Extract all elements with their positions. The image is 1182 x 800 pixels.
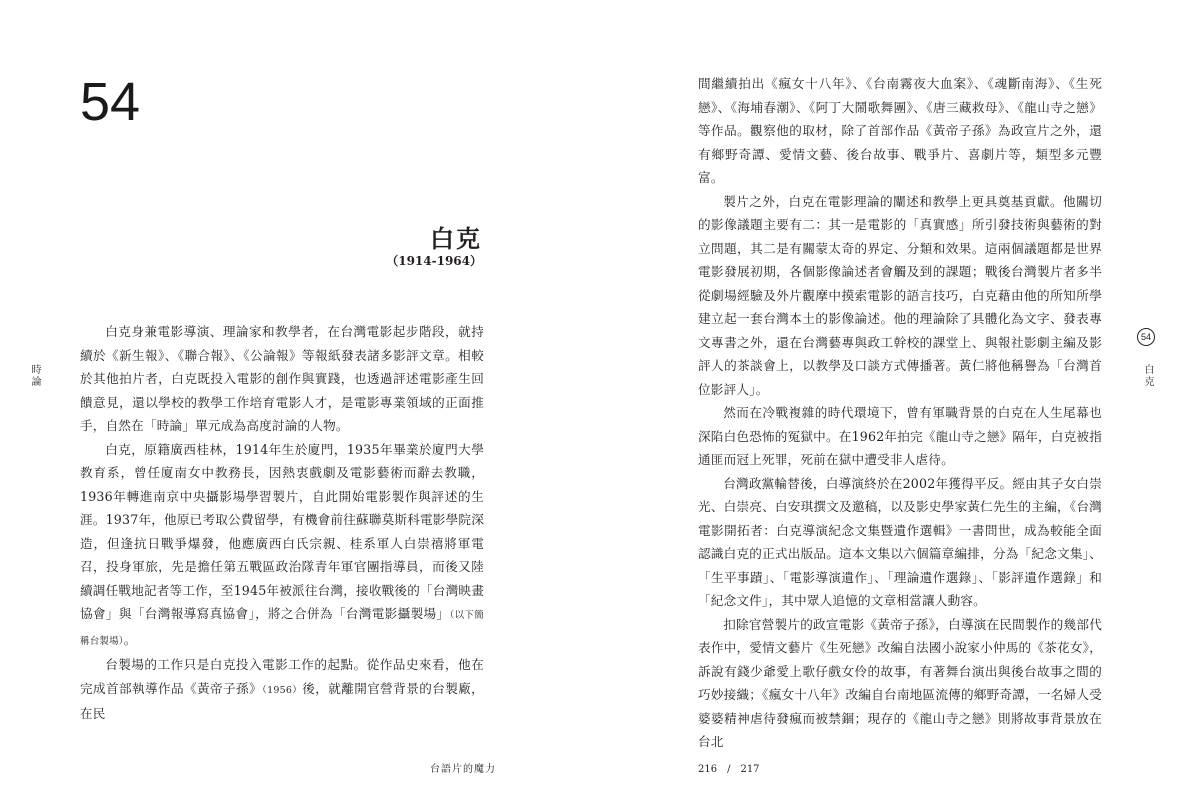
paragraph: 然而在冷戰複雜的時代環境下，曾有軍職背景的白克在人生尾幕也深陷白色恐怖的冤獄中。在1962年拍完《龍山寺之戀》隔年，白克被指通匪而冠上死罪，死前在獄中遭受非人虐待。 [698,405,1102,467]
inline-note: （以下簡稱台製場） [80,610,484,647]
side-label-left: 時論 [29,364,40,388]
paragraph: 台製場的工作只是白克投入電影工作的起點。從作品史來看，他在完成首部執導作品《黃帝子孫》（1956）後，就離開官營背景的台製廠，在民 [80,657,484,721]
paragraph: 扣除官營製片的政宣電影《黃帝子孫》，白導演在民間製作的幾部代表作中，愛情文藝片《生死戀》改編自法國小說家小仲馬的《茶花女》，訴說有錢少爺愛上歌仔戲女伶的故事，有著舞台演出與後台故事之間的巧妙接織；《瘋女十八年》改編自台南地區流傳的鄉野奇譚，一名婦人受婆婆精神虐待發瘋而被禁錮；現存的《龍山寺之戀》則將故事背景放在台北 [698,616,1102,749]
right-column [698,72,1102,754]
paragraph: 白克，原籍廣西桂林，1914年生於廈門，1935年畢業於廈門大學教育系，曾任廈南女中教務長，因熱衷戲劇及電影藝術而辭去教職，1936年轉進南京中央攝影場學習製片，自此開始電影製作與評述的生涯。1937年，他原已考取公費留學，有機會前往蘇聯莫斯科電影學院深造，但逢抗日戰爭爆發，他應廣西白氏宗親、桂系軍人白崇禧將軍電召，投身軍旅，先是擔任第五戰區政治隊青年軍官團指導員，而後又陸續調任戰地記者等工作，至1945年被派往台灣，接收戰後的「台灣映畫協會」與「台灣報導寫真協會」，將之合併為「台灣電影攝製場」（以下簡稱台製場）。 [80,441,484,647]
paragraph: 台灣政黨輪替後，白導演終於在2002年獲得平反。經由其子女白崇光、白崇亮、白安琪撰文及邀稿，以及影史學家黃仁先生的主編，《台灣電影開拓者：白克導演紀念文集暨遺作選輯》一書問世，成為較能全面認識白克的正式出版品。這本文集以六個篇章編排，分為「紀念文集」、「生平事蹟」、「電影導演遺作」、「理論遺作選錄」、「影評遺作選錄」和「紀念文件」，其中眾人追憶的文章相當讓人動容。 [698,475,1102,608]
chapter-number: 54 [80,72,141,132]
entry-years: （1914-1964） [386,254,482,268]
side-label-right: 白克 [1142,364,1153,388]
footer-book-title: 台語片的魔力 [430,764,496,775]
entry-title: 白克 [430,224,482,253]
footer-page-numbers: 216 / 217 [698,764,760,775]
chapter-badge: 54 [1137,328,1155,346]
left-column [80,320,484,726]
paragraph: 製片之外，白克在電影理論的闡述和教學上更具奠基貢獻。他關切的影像議題主要有二：其一是電影的「真實感」所引發技術與藝術的對立問題，其二是有關蒙太奇的界定、分類和效果。這兩個議題都是世界電影發展初期，各個影像論述者會觸及到的課題；戰後台灣製片者多半從劇場經驗及外片觀摩中摸索電影的語言技巧，白克藉由他的所知所學建立起一套台灣本土的影像論述。他的理論除了具體化為文字、發表專文專書之外，還在台灣藝專與政工幹校的課堂上、與報社影劇主編及影評人的茶談會上，以教學及口談方式傳播著。黃仁將他稱譽為「台灣首位影評人」。 [698,193,1102,397]
inline-note: （1956） [261,684,303,696]
paragraph: 間繼續拍出《瘋女十八年》、《台南霧夜大血案》、《魂斷南海》、《生死戀》、《海埔春潮》、《阿丁大鬧歌舞團》、《唐三藏救母》、《龍山寺之戀》等作品。觀察他的取材，除了首部作品《黃帝子孫》為政宣片之外，還有鄉野奇譚、愛情文藝、後台故事、戰爭片、喜劇片等，類型多元豐富。 [698,76,1102,185]
paragraph: 白克身兼電影導演、理論家和教學者，在台灣電影起步階段，就持續於《新生報》、《聯合報》、《公論報》等報紙發表諸多影評文章。相較於其他拍片者，白克既投入電影的創作與實踐，也透過評述電影產生回饋意見，還以學校的教學工作培育電影人才，是電影專業領域的正面推手，自然在「時論」單元成為高度討論的人物。 [80,324,484,433]
